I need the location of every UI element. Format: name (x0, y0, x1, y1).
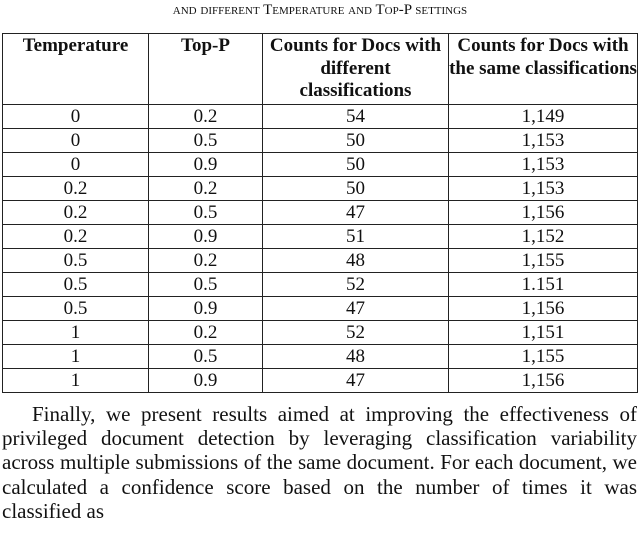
cell-top-p: 0.9 (149, 153, 263, 177)
cell-temperature: 0 (3, 105, 149, 129)
cell-temperature: 0.5 (3, 273, 149, 297)
cell-top-p: 0.5 (149, 273, 263, 297)
cell-temperature: 1 (3, 321, 149, 345)
cell-counts-different: 47 (263, 201, 449, 225)
cell-counts-different: 48 (263, 345, 449, 369)
cell-counts-same: 1,156 (449, 369, 638, 393)
header-top-p: Top-P (149, 34, 263, 105)
cell-temperature: 0.5 (3, 297, 149, 321)
cell-counts-same: 1.151 (449, 273, 638, 297)
table-row (3, 153, 638, 177)
cell-temperature: 0.2 (3, 201, 149, 225)
cell-counts-same: 1,151 (449, 321, 638, 345)
header-counts-same: Counts for Docs with the same classifications (449, 34, 638, 105)
cell-top-p: 0.5 (149, 129, 263, 153)
cell-counts-different: 47 (263, 369, 449, 393)
table-header-row (3, 34, 638, 105)
cell-counts-same: 1,155 (449, 345, 638, 369)
table-row (3, 321, 638, 345)
cell-top-p: 0.5 (149, 345, 263, 369)
table-row (3, 369, 638, 393)
cell-top-p: 0.2 (149, 177, 263, 201)
table-row (3, 177, 638, 201)
cell-counts-same: 1,155 (449, 249, 638, 273)
cell-top-p: 0.2 (149, 321, 263, 345)
cell-temperature: 1 (3, 345, 149, 369)
table-row (3, 249, 638, 273)
cell-top-p: 0.2 (149, 105, 263, 129)
header-counts-different: Counts for Docs with different classifications (263, 34, 449, 105)
table-row (3, 225, 638, 249)
cell-counts-different: 50 (263, 177, 449, 201)
table-caption: and different Temperature and Top-P settings (172, 2, 468, 18)
cell-top-p: 0.9 (149, 369, 263, 393)
cell-temperature: 0 (3, 129, 149, 153)
cell-temperature: 0.5 (3, 249, 149, 273)
paragraph-text: Finally, we present results aimed at improving the effectiveness of privileged document detection by leveraging classification variability across multiple submissions of the same document. For each document, we calculated a confidence score based on the number of times it was classified as (2, 402, 637, 523)
cell-counts-different: 48 (263, 249, 449, 273)
cell-counts-different: 52 (263, 321, 449, 345)
table-row (3, 297, 638, 321)
table-row (3, 273, 638, 297)
cell-counts-different: 52 (263, 273, 449, 297)
cell-counts-same: 1,153 (449, 153, 638, 177)
cell-counts-same: 1,156 (449, 297, 638, 321)
cell-counts-same: 1,152 (449, 225, 638, 249)
cell-counts-same: 1,156 (449, 201, 638, 225)
table-row (3, 345, 638, 369)
cell-counts-different: 50 (263, 153, 449, 177)
cell-top-p: 0.2 (149, 249, 263, 273)
cell-counts-same: 1,153 (449, 129, 638, 153)
cell-temperature: 0.2 (3, 225, 149, 249)
cell-counts-different: 51 (263, 225, 449, 249)
header-temperature: Temperature (3, 34, 149, 105)
table-row (3, 201, 638, 225)
cell-top-p: 0.9 (149, 225, 263, 249)
cell-temperature: 1 (3, 369, 149, 393)
cell-counts-different: 50 (263, 129, 449, 153)
results-table (2, 33, 638, 393)
body-paragraph (2, 402, 637, 523)
cell-counts-different: 47 (263, 297, 449, 321)
cell-counts-same: 1,153 (449, 177, 638, 201)
cell-top-p: 0.9 (149, 297, 263, 321)
cell-temperature: 0.2 (3, 177, 149, 201)
cell-counts-different: 54 (263, 105, 449, 129)
cell-counts-same: 1,149 (449, 105, 638, 129)
table-row (3, 105, 638, 129)
cell-top-p: 0.5 (149, 201, 263, 225)
table-row (3, 129, 638, 153)
cell-temperature: 0 (3, 153, 149, 177)
